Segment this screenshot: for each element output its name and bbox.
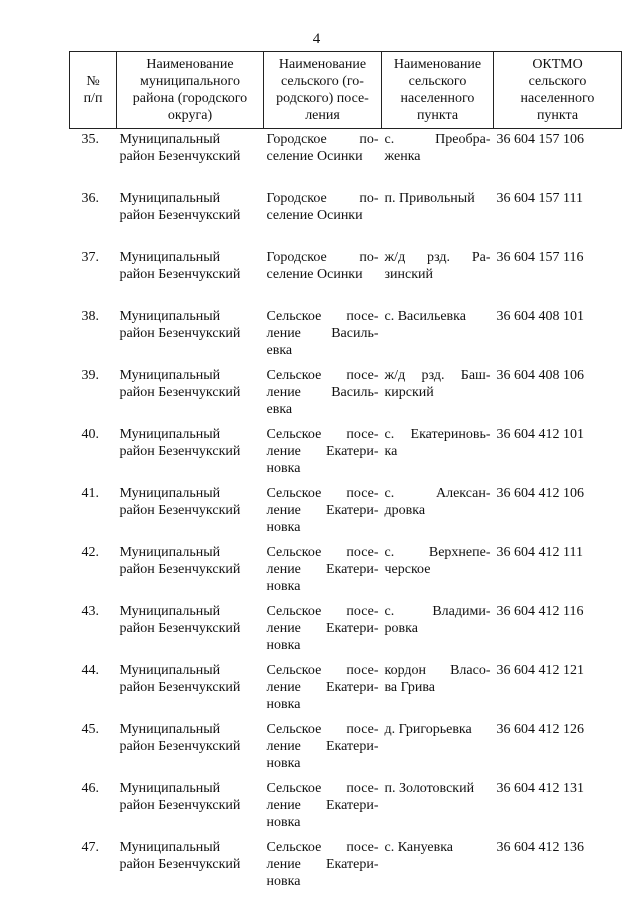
header-line: пункта [416, 108, 459, 123]
row-number: 47. [81, 839, 99, 855]
settlement-cell [264, 601, 382, 660]
table-row [70, 542, 622, 601]
header-line: района (городского [132, 91, 248, 106]
settlement-cell [264, 837, 382, 896]
header-line: № [86, 74, 100, 89]
cell-line: Сельское посе- [266, 308, 379, 324]
cell-line: Сельское посе- [266, 839, 379, 855]
cell-line: ление Екатери- [266, 620, 379, 636]
cell-line: район Безенчукский [119, 443, 241, 459]
cell-line: п. Золотовский [384, 780, 475, 796]
cell-line: ка [384, 443, 398, 459]
locality-cell [382, 247, 494, 306]
header-line: Наименование [393, 57, 482, 72]
table-row [70, 247, 622, 306]
cell-line: кирский [384, 384, 434, 400]
cell-line: Муниципальный [119, 190, 221, 206]
cell-line: селение Осинки [266, 149, 363, 164]
district-cell [117, 719, 264, 778]
district-cell [117, 660, 264, 719]
district-cell [117, 837, 264, 896]
cell-line: евка [266, 401, 293, 417]
oktmo-cell: 36 604 412 126 [496, 721, 584, 737]
row-number: 37. [81, 249, 99, 265]
oktmo-cell: 36 604 412 111 [496, 544, 583, 560]
cell-line: черское [384, 561, 431, 577]
cell-line: Сельское посе- [266, 485, 379, 501]
header-line: родского) посе- [276, 91, 369, 106]
header-line: населенного [400, 91, 475, 106]
locality-cell [382, 601, 494, 660]
district-cell [117, 778, 264, 837]
cell-line: ва Грива [384, 679, 435, 695]
cell-line: Городское по- [266, 249, 379, 265]
row-number: 36. [81, 190, 99, 206]
district-cell [117, 247, 264, 306]
cell-line: Городское по- [266, 132, 379, 147]
oktmo-cell: 36 604 412 101 [496, 426, 584, 442]
table-row [70, 424, 622, 483]
table-header [70, 52, 622, 129]
oktmo-cell: 36 604 408 106 [496, 367, 584, 383]
cell-line: новка [266, 755, 301, 771]
cell-line: с. Преобра- [384, 132, 491, 147]
settlement-cell [264, 660, 382, 719]
cell-line: Сельское посе- [266, 544, 379, 560]
table-row [70, 483, 622, 542]
settlements-table [69, 51, 622, 896]
oktmo-cell: 36 604 412 121 [496, 662, 584, 678]
table-row [70, 365, 622, 424]
header-line: ления [305, 108, 340, 123]
cell-line: район Безенчукский [119, 738, 241, 754]
header-line: сельского [528, 74, 587, 89]
cell-line: Сельское посе- [266, 721, 379, 737]
row-number: 43. [81, 603, 99, 619]
cell-line: новка [266, 873, 301, 889]
cell-line: Муниципальный [119, 367, 221, 383]
table-row [70, 837, 622, 896]
settlement-cell [264, 778, 382, 837]
cell-line: район Безенчукский [119, 856, 241, 872]
header-settlement [264, 52, 382, 129]
cell-line: дровка [384, 502, 426, 518]
cell-line: район Безенчукский [119, 384, 241, 400]
table-body [70, 129, 622, 896]
cell-line: Муниципальный [119, 544, 221, 560]
header-line: округа) [167, 108, 213, 123]
cell-line: кордон Власо- [384, 662, 491, 678]
cell-line: с. Верхнепе- [384, 544, 491, 560]
table-row [70, 719, 622, 778]
settlement-cell [264, 188, 382, 247]
locality-cell [382, 188, 494, 247]
cell-line: Муниципальный [119, 426, 221, 442]
locality-cell [382, 778, 494, 837]
cell-line: женка [384, 149, 421, 164]
cell-line: район Безенчукский [119, 266, 241, 282]
cell-line: Сельское посе- [266, 426, 379, 442]
cell-line: селение Осинки [266, 266, 363, 282]
oktmo-cell: 36 604 412 131 [496, 780, 584, 796]
cell-line: Сельское посе- [266, 662, 379, 678]
cell-line: ровка [384, 620, 418, 636]
settlement-cell [264, 542, 382, 601]
settlement-cell [264, 129, 382, 188]
header-district [117, 52, 264, 129]
district-cell [117, 483, 264, 542]
cell-line: новка [266, 519, 301, 535]
district-cell [117, 601, 264, 660]
cell-line: район Безенчукский [119, 325, 241, 341]
locality-cell [382, 424, 494, 483]
locality-cell [382, 719, 494, 778]
cell-line: с. Екатериновь- [384, 426, 491, 442]
cell-line: ление Екатери- [266, 561, 379, 577]
cell-line: район Безенчукский [119, 502, 241, 518]
cell-line: новка [266, 578, 301, 594]
row-number: 44. [81, 662, 99, 678]
row-number: 35. [81, 132, 99, 147]
row-number: 40. [81, 426, 99, 442]
oktmo-cell: 36 604 412 116 [496, 603, 584, 619]
cell-line: Муниципальный [119, 721, 221, 737]
cell-line: район Безенчукский [119, 620, 241, 636]
cell-line: с. Васильевка [384, 308, 466, 324]
cell-line: с. Кануевка [384, 839, 454, 855]
cell-line: Муниципальный [119, 249, 221, 265]
cell-line: ление Екатери- [266, 738, 379, 754]
cell-line: Муниципальный [119, 839, 221, 855]
locality-cell [382, 306, 494, 365]
oktmo-cell: 36 604 408 101 [496, 308, 584, 324]
table-row [70, 188, 622, 247]
cell-line: новка [266, 460, 301, 476]
cell-line: новка [266, 637, 301, 653]
district-cell [117, 542, 264, 601]
cell-line: Муниципальный [119, 485, 221, 501]
header-line: муниципального [140, 74, 240, 89]
header-locality [382, 52, 494, 129]
page-number: 4 [312, 31, 321, 47]
cell-line: ление Василь- [266, 384, 379, 400]
row-number: 38. [81, 308, 99, 324]
cell-line: зинский [384, 266, 434, 282]
cell-line: п. Привольный [384, 190, 475, 206]
cell-line: новка [266, 696, 301, 712]
header-line: Наименование [146, 57, 234, 72]
oktmo-cell: 36 604 157 106 [496, 132, 584, 147]
cell-line: ление Екатери- [266, 797, 379, 813]
header-line: Наименование [278, 57, 367, 72]
header-line: ОКТМО [532, 57, 583, 72]
cell-line: ление Василь- [266, 325, 379, 341]
cell-line: район Безенчукский [119, 561, 241, 577]
cell-line: Муниципальный [119, 603, 221, 619]
cell-line: район Безенчукский [119, 207, 241, 223]
header-line: сельского (го- [281, 74, 364, 89]
table-row [70, 660, 622, 719]
oktmo-cell: 36 604 412 136 [496, 839, 584, 855]
cell-line: ление Екатери- [266, 443, 379, 459]
header-line: п/п [83, 91, 103, 106]
cell-line: Муниципальный [119, 132, 221, 147]
cell-line: Муниципальный [119, 662, 221, 678]
settlement-cell [264, 365, 382, 424]
cell-line: ление Екатери- [266, 679, 379, 695]
district-cell [117, 365, 264, 424]
cell-line: с. Владими- [384, 603, 491, 619]
header-line: населенного [520, 91, 595, 106]
row-number: 46. [81, 780, 99, 796]
locality-cell [382, 129, 494, 188]
cell-line: Муниципальный [119, 780, 221, 796]
cell-line: Муниципальный [119, 308, 221, 324]
locality-cell [382, 542, 494, 601]
row-number: 39. [81, 367, 99, 383]
row-number: 42. [81, 544, 99, 560]
cell-line: д. Григорьевка [384, 721, 472, 737]
cell-line: ж/д рзд. Баш- [384, 367, 491, 383]
locality-cell [382, 365, 494, 424]
settlement-cell [264, 483, 382, 542]
locality-cell [382, 837, 494, 896]
header-line: сельского [408, 74, 467, 89]
cell-line: новка [266, 814, 301, 830]
cell-line: с. Алексан- [384, 485, 491, 501]
settlement-cell [264, 424, 382, 483]
cell-line: Сельское посе- [266, 603, 379, 619]
row-number: 45. [81, 721, 99, 737]
oktmo-cell: 36 604 157 111 [496, 190, 583, 206]
cell-line: Сельское посе- [266, 780, 379, 796]
table-row [70, 306, 622, 365]
row-number: 41. [81, 485, 99, 501]
oktmo-cell: 36 604 412 106 [496, 485, 584, 501]
header-line: пункта [536, 108, 579, 123]
settlement-cell [264, 247, 382, 306]
cell-line: район Безенчукский [119, 679, 241, 695]
table-row [70, 778, 622, 837]
cell-line: Сельское посе- [266, 367, 379, 383]
district-cell [117, 129, 264, 188]
header-oktmo [494, 52, 622, 129]
district-cell [117, 188, 264, 247]
cell-line: ление Екатери- [266, 502, 379, 518]
cell-line: район Безенчукский [119, 149, 241, 164]
header-number [70, 52, 117, 129]
oktmo-cell: 36 604 157 116 [496, 249, 584, 265]
header-row [70, 52, 622, 129]
settlement-cell [264, 306, 382, 365]
settlement-cell [264, 719, 382, 778]
cell-line: район Безенчукский [119, 797, 241, 813]
cell-line: селение Осинки [266, 207, 363, 223]
district-cell [117, 424, 264, 483]
cell-line: евка [266, 342, 293, 358]
locality-cell [382, 660, 494, 719]
cell-line: ление Екатери- [266, 856, 379, 872]
locality-cell [382, 483, 494, 542]
cell-line: ж/д рзд. Ра- [384, 249, 491, 265]
cell-line: Городское по- [266, 190, 379, 206]
table-row [70, 129, 622, 188]
district-cell [117, 306, 264, 365]
table-row [70, 601, 622, 660]
